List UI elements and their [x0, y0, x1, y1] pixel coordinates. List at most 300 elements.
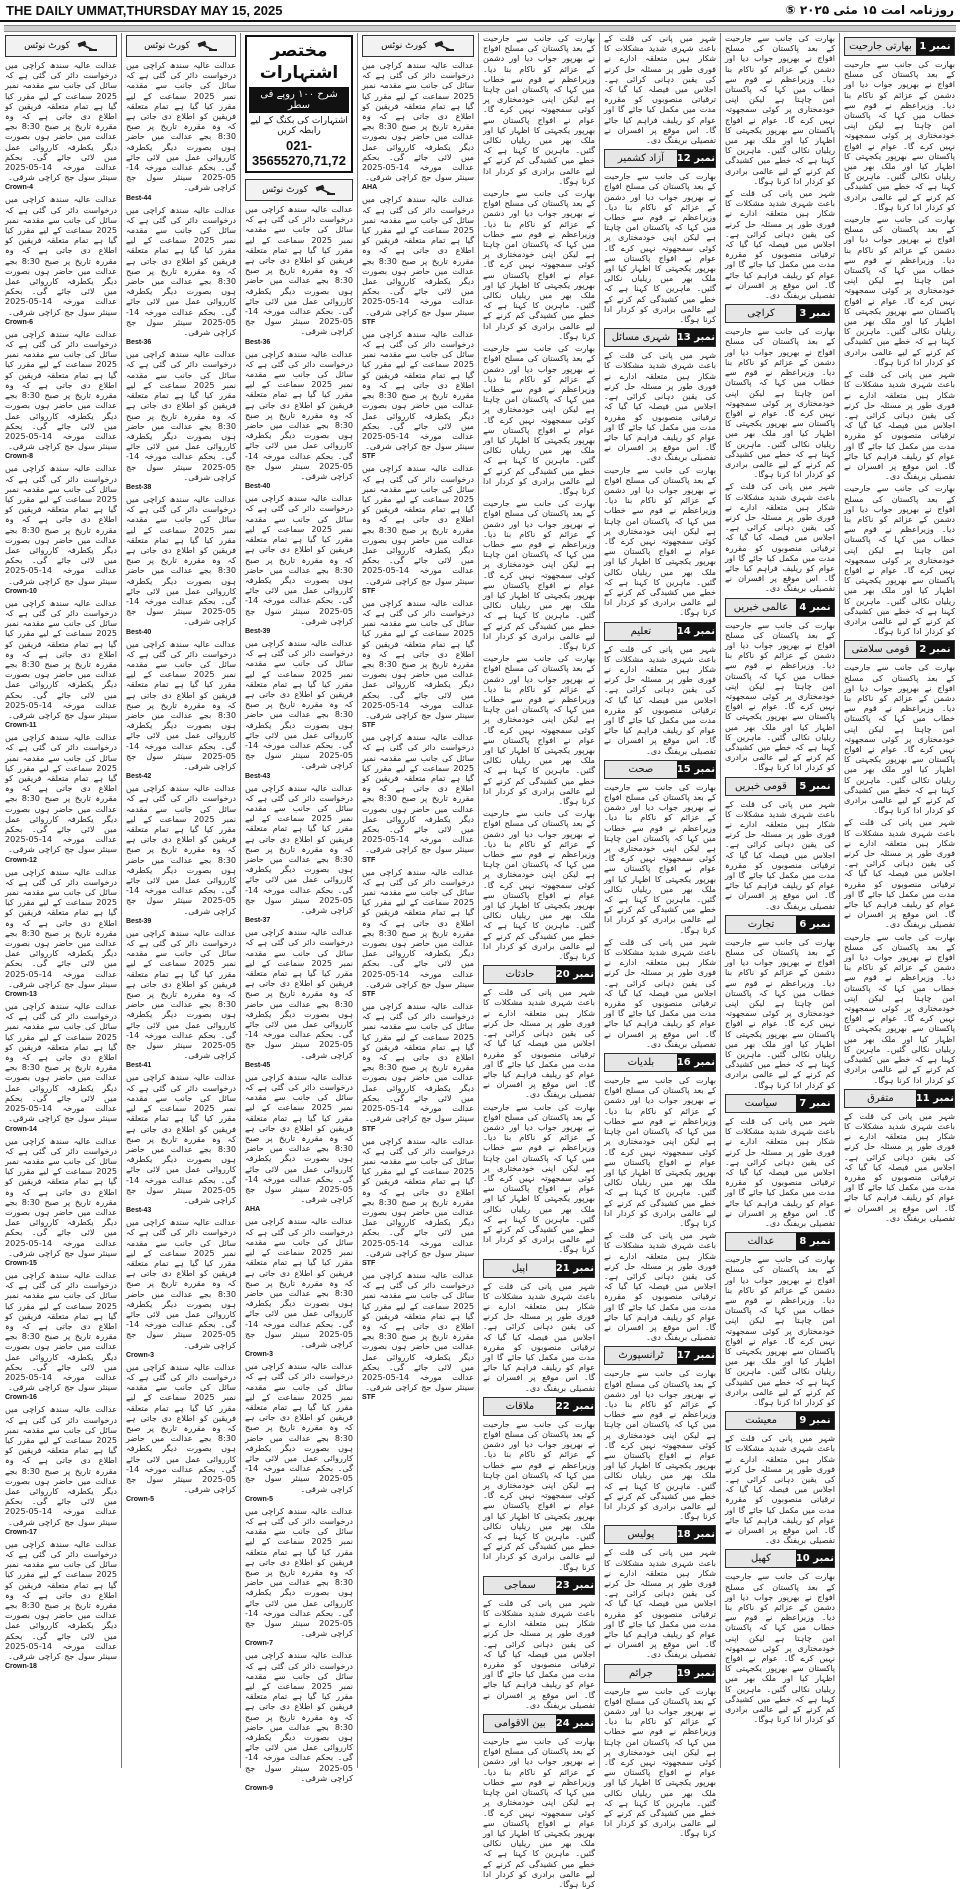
section-title: بین الاقوامی — [484, 1715, 556, 1732]
article-text — [483, 1736, 595, 1889]
section-header — [725, 1411, 835, 1430]
paragraph: عدالت عالیہ سندھ کراچی میں درخواست دائر کی گئی ہے کہ سائل کی جانب سے مقدمہ نمبر 2025 سماعت کے لیے مقرر کیا گیا ہے تمام متعلقہ فریقین کو اطلاع دی جاتی ہے کہ وہ مقررہ تاریخ پر صبح 8:30 بجے عدالت میں حاضر ہوں بصورت دیگر یکطرفہ کارروائی عمل میں لائی جائے گی۔ بحکم عدالت مورخہ 14-05-2025 سینئر سول جج کراچی شرقی۔ — [5, 866, 118, 989]
paragraph: عدالت عالیہ سندھ کراچی میں درخواست دائر کی گئی ہے کہ سائل کی جانب سے مقدمہ نمبر 2025 سماعت کے لیے مقرر کیا گیا ہے تمام متعلقہ فریقین کو اطلاع دی جاتی ہے کہ وہ مقررہ تاریخ پر صبح 8:30 بجے عدالت میں حاضر ہوں بصورت دیگر یکطرفہ کارروائی عمل میں لائی جائے گی۔ بحکم عدالت مورخہ 14-05-2025 سینئر سول جج کراچی شرقی۔ — [126, 927, 237, 1061]
article-text — [483, 1281, 595, 1393]
section-number: نمبر 2 — [916, 641, 954, 658]
paragraph: عدالت عالیہ سندھ کراچی میں درخواست دائر کی گئی ہے کہ سائل کی جانب سے مقدمہ نمبر 2025 سماعت کے لیے مقرر کیا گیا ہے تمام متعلقہ فریقین کو اطلاع دی جاتی ہے کہ وہ مقررہ تاریخ پر صبح 8:30 بجے عدالت میں حاضر ہوں بصورت دیگر یکطرفہ کارروائی عمل میں لائی جائے گی۔ بحکم عدالت مورخہ 14-05-2025 سینئر سول جج کراچی شرقی۔ — [126, 1217, 237, 1350]
article-text — [126, 60, 236, 193]
section-number: نمبر 21 — [556, 1260, 594, 1277]
section-number: نمبر 8 — [796, 1233, 834, 1250]
paragraph: عدالت عالیہ سندھ کراچی میں درخواست دائر کی گئی ہے کہ سائل کی جانب سے مقدمہ نمبر 2025 سماعت کے لیے مقرر کیا گیا ہے تمام متعلقہ فریقین کو اطلاع دی جاتی ہے کہ وہ مقررہ تاریخ پر صبح 8:30 بجے عدالت میں حاضر ہوں بصورت دیگر یکطرفہ کارروائی عمل میں لائی جائے گی۔ بحکم عدالت مورخہ 14-05-2025 سینئر سول جج کراچی شرقی۔ — [5, 1001, 118, 1124]
section-number: نمبر 19 — [677, 1665, 715, 1682]
section-number: نمبر 13 — [677, 329, 715, 346]
column-divider — [478, 33, 479, 1768]
article-text — [725, 1571, 835, 1724]
article-text — [362, 732, 474, 854]
paragraph: بھارت کی جانب سے جارحیت کے بعد پاکستان کی مسلح افواج نے بھرپور جواب دیا اور دشمن کے عزائم کو ناکام بنا دیا۔ وزیراعظم نے قوم سے خطاب میں کہا کہ پاکستان امن چاہتا ہے لیکن اپنی خودمختاری پر کوئی سمجھوتہ نہیں کرے گا۔ عوام نے افواج پاکستان سے بھرپور یکجہتی کا اظہار کیا اور ملک بھر میں ریلیاں نکالی گئیں۔ ماہرین کا کہنا ہے کہ خطے میں کشیدگی کم کرنے کے لیے عالمی برادری کو کردار ادا کرنا ہوگا۔ — [483, 1101, 595, 1255]
paragraph: عدالت عالیہ سندھ کراچی میں درخواست دائر کی گئی ہے کہ سائل کی جانب سے مقدمہ نمبر 2025 سماعت کے لیے مقرر کیا گیا ہے تمام متعلقہ فریقین کو اطلاع دی جاتی ہے کہ وہ مقررہ تاریخ پر صبح 8:30 بجے عدالت میں حاضر ہوں بصورت دیگر یکطرفہ کارروائی عمل میں لائی جائے گی۔ بحکم عدالت مورخہ 14-05-2025 سینئر سول جج کراچی شرقی۔ — [5, 194, 118, 317]
article-text — [126, 205, 236, 338]
paragraph: عدالت عالیہ سندھ کراچی میں درخواست دائر کی گئی ہے کہ سائل کی جانب سے مقدمہ نمبر 2025 سماعت کے لیے مقرر کیا گیا ہے تمام متعلقہ فریقین کو اطلاع دی جاتی ہے کہ وہ مقررہ تاریخ پر صبح 8:30 بجے عدالت میں حاضر ہوں بصورت دیگر یکطرفہ کارروائی عمل میں لائی جائے گی۔ بحکم عدالت مورخہ 14-05-2025 سینئر سول جج کراچی شرقی۔ — [245, 782, 354, 915]
section-header — [844, 640, 955, 659]
section-header — [604, 149, 716, 168]
notice-code: Crown-14 — [5, 1125, 37, 1133]
paragraph: عدالت عالیہ سندھ کراچی میں درخواست دائر کی گئی ہے کہ سائل کی جانب سے مقدمہ نمبر 2025 سماعت کے لیے مقرر کیا گیا ہے تمام متعلقہ فریقین کو اطلاع دی جاتی ہے کہ وہ مقررہ تاریخ پر صبح 8:30 بجے عدالت میں حاضر ہوں بصورت دیگر یکطرفہ کارروائی عمل میں لائی جائے گی۔ بحکم عدالت مورخہ 14-05-2025 سینئر سول جج کراچی شرقی۔ — [5, 1404, 118, 1527]
article-text — [362, 867, 474, 989]
paragraph: عدالت عالیہ سندھ کراچی میں درخواست دائر کی گئی ہے کہ سائل کی جانب سے مقدمہ نمبر 2025 سماعت کے لیے مقرر کیا گیا ہے تمام متعلقہ فریقین کو اطلاع دی جاتی ہے کہ وہ مقررہ تاریخ پر صبح 8:30 بجے عدالت میں حاضر ہوں بصورت دیگر یکطرفہ کارروائی عمل میں لائی جائے گی۔ بحکم عدالت مورخہ 14-05-2025 سینئر سول جج کراچی شرقی۔ — [245, 1650, 354, 1783]
section-title: بھارتی جارحیت — [845, 38, 916, 55]
notice-code: Crown-3 — [126, 1351, 154, 1359]
section-title: تعلیم — [605, 623, 677, 640]
section-number: نمبر 17 — [677, 1347, 715, 1364]
paragraph: عدالت عالیہ سندھ کراچی میں درخواست دائر کی گئی ہے کہ سائل کی جانب سے مقدمہ نمبر 2025 سماعت کے لیے مقرر کیا گیا ہے تمام متعلقہ فریقین کو اطلاع دی جاتی ہے کہ وہ مقررہ تاریخ پر صبح 8:30 بجے عدالت میں حاضر ہوں بصورت دیگر یکطرفہ کارروائی عمل میں لائی جائے گی۔ بحکم عدالت مورخہ 14-05-2025 سینئر سول جج کراچی شرقی۔ — [5, 328, 118, 452]
article-text — [245, 1216, 353, 1349]
notice-code: Crown-11 — [5, 722, 37, 730]
section-number: نمبر 23 — [556, 1577, 594, 1594]
article-text — [245, 204, 353, 337]
notice-code: Crown-17 — [5, 1528, 37, 1536]
masthead — [0, 0, 960, 22]
section-title: سیاست — [726, 1095, 796, 1112]
article-text — [725, 188, 835, 300]
article-text — [5, 463, 117, 585]
article-text — [5, 732, 117, 854]
article-text — [245, 1650, 353, 1783]
paragraph: شہر میں پانی کی قلت کے باعث شہری شدید مشکلات کا شکار ہیں متعلقہ ادارے نے فوری طور پر مسئلہ حل کرنے کی یقین دہانی کرائی ہے۔ اجلاس میں فیصلہ کیا گیا کہ ترقیاتی منصوبوں کو مقررہ مدت میں مکمل کیا جائے گا اور عوام کو ریلیف فراہم کیا جائے گا۔ اس موقع پر افسران نے تفصیلی بریفنگ دی۔ — [725, 188, 835, 301]
article-text — [725, 481, 835, 593]
notice-code: STF — [362, 1125, 376, 1133]
paragraph: بھارت کی جانب سے جارحیت کے بعد پاکستان کی مسلح افواج نے بھرپور جواب دیا اور دشمن کے عزائم کو ناکام بنا دیا۔ وزیراعظم نے قوم سے خطاب میں کہا کہ پاکستان امن چاہتا ہے لیکن اپنی خودمختاری پر کوئی سمجھوتہ نہیں کرے گا۔ عوام نے افواج پاکستان سے بھرپور یکجہتی کا اظہار کیا اور ملک بھر میں ریلیاں نکالی گئیں۔ ماہرین کا کہنا ہے کہ خطے میں کشیدگی کم کرنے کے لیے عالمی برادری کو کردار ادا کرنا ہوگا۔ — [604, 1685, 716, 1839]
notice-code: Best-36 — [126, 339, 152, 347]
paragraph: بھارت کی جانب سے جارحیت کے بعد پاکستان کی مسلح افواج نے بھرپور جواب دیا اور دشمن کے عزائم کو ناکام بنا دیا۔ وزیراعظم نے قوم سے خطاب میں کہا کہ پاکستان امن چاہتا ہے لیکن اپنی خودمختاری پر کوئی سمجھوتہ نہیں کرے گا۔ عوام نے افواج پاکستان سے بھرپور یکجہتی کا اظہار کیا اور ملک بھر میں ریلیاں نکالی گئیں۔ ماہرین کا کہنا ہے کہ خطے میں کشیدگی کم کرنے کے لیے عالمی برادری کو کردار ادا کرنا ہوگا۔ — [483, 343, 595, 496]
column-divider — [240, 33, 241, 1768]
section-title: صحت — [605, 761, 677, 778]
paragraph: عدالت عالیہ سندھ کراچی میں درخواست دائر کی گئی ہے کہ سائل کی جانب سے مقدمہ نمبر 2025 سماعت کے لیے مقرر کیا گیا ہے تمام متعلقہ فریقین کو اطلاع دی جاتی ہے کہ وہ مقررہ تاریخ پر صبح 8:30 بجے عدالت میں حاضر ہوں بصورت دیگر یکطرفہ کارروائی عمل میں لائی جائے گی۔ بحکم عدالت مورخہ 14-05-2025 سینئر سول جج کراچی شرقی۔ — [362, 194, 475, 317]
notice-code: Crown-7 — [245, 1640, 273, 1648]
paragraph: عدالت عالیہ سندھ کراچی میں درخواست دائر کی گئی ہے کہ سائل کی جانب سے مقدمہ نمبر 2025 سماعت کے لیے مقرر کیا گیا ہے تمام متعلقہ فریقین کو اطلاع دی جاتی ہے کہ وہ مقررہ تاریخ پر صبح 8:30 بجے عدالت میں حاضر ہوں بصورت دیگر یکطرفہ کارروائی عمل میں لائی جائے گی۔ بحکم عدالت مورخہ 14-05-2025 سینئر سول جج کراچی شرقی۔ — [5, 1538, 118, 1662]
article-text — [5, 867, 117, 989]
paragraph: شہر میں پانی کی قلت کے باعث شہری شدید مشکلات کا شکار ہیں متعلقہ ادارے نے فوری طور پر مسئلہ حل کرنے کی یقین دہانی کرائی ہے۔ اجلاس میں فیصلہ کیا گیا کہ ترقیاتی منصوبوں کو مقررہ مدت میں مکمل کیا جائے گا اور عوام کو ریلیف فراہم کیا جائے گا۔ اس موقع پر افسران نے تفصیلی بریفنگ دی۔ — [725, 1433, 835, 1546]
paragraph: عدالت عالیہ سندھ کراچی میں درخواست دائر کی گئی ہے کہ سائل کی جانب سے مقدمہ نمبر 2025 سماعت کے لیے مقرر کیا گیا ہے تمام متعلقہ فریقین کو اطلاع دی جاتی ہے کہ وہ مقررہ تاریخ پر صبح 8:30 بجے عدالت میں حاضر ہوں بصورت دیگر یکطرفہ کارروائی عمل میں لائی جائے گی۔ بحکم عدالت مورخہ 14-05-2025 سینئر سول جج کراچی شرقی۔ — [245, 1216, 354, 1349]
article-text — [362, 1136, 474, 1258]
article-text — [126, 494, 236, 627]
court-notices-column-3 — [359, 33, 477, 1768]
court-notices-column-2 — [123, 33, 239, 1768]
article-text — [725, 33, 835, 186]
section-title: شہری مسائل — [605, 329, 677, 346]
article-text — [5, 194, 117, 316]
classified-column — [242, 33, 356, 1793]
paragraph: عدالت عالیہ سندھ کراچی میں درخواست دائر کی گئی ہے کہ سائل کی جانب سے مقدمہ نمبر 2025 سماعت کے لیے مقرر کیا گیا ہے تمام متعلقہ فریقین کو اطلاع دی جاتی ہے کہ وہ مقررہ تاریخ پر صبح 8:30 بجے عدالت میں حاضر ہوں بصورت دیگر یکطرفہ کارروائی عمل میں لائی جائے گی۔ بحکم عدالت مورخہ 14-05-2025 سینئر سول جج کراچی شرقی۔ — [245, 204, 354, 337]
section-title: بلدیات — [605, 1054, 677, 1071]
paragraph: عدالت عالیہ سندھ کراچی میں درخواست دائر کی گئی ہے کہ سائل کی جانب سے مقدمہ نمبر 2025 سماعت کے لیے مقرر کیا گیا ہے تمام متعلقہ فریقین کو اطلاع دی جاتی ہے کہ وہ مقررہ تاریخ پر صبح 8:30 بجے عدالت میں حاضر ہوں بصورت دیگر یکطرفہ کارروائی عمل میں لائی جائے گی۔ بحکم عدالت مورخہ 14-05-2025 سینئر سول جج کراچی شرقی۔ — [245, 1071, 354, 1205]
notice-code: STF — [362, 991, 376, 999]
article-text — [245, 783, 353, 916]
classified-ad-phone: 021-35655270,71,72 — [252, 138, 346, 168]
article-text — [126, 349, 236, 482]
classified-notices — [245, 179, 353, 1792]
paragraph: عدالت عالیہ سندھ کراچی میں درخواست دائر کی گئی ہے کہ سائل کی جانب سے مقدمہ نمبر 2025 سماعت کے لیے مقرر کیا گیا ہے تمام متعلقہ فریقین کو اطلاع دی جاتی ہے کہ وہ مقررہ تاریخ پر صبح 8:30 بجے عدالت میں حاضر ہوں بصورت دیگر یکطرفہ کارروائی عمل میں لائی جائے گی۔ بحکم عدالت مورخہ 14-05-2025 سینئر سول جج کراچی شرقی۔ — [245, 493, 354, 626]
court-notice-label: کورٹ نوٹس — [24, 41, 70, 51]
paragraph: بھارت کی جانب سے جارحیت کے بعد پاکستان کی مسلح افواج نے بھرپور جواب دیا اور دشمن کے عزائم کو ناکام بنا دیا۔ وزیراعظم نے قوم سے خطاب میں کہا کہ پاکستان امن چاہتا ہے لیکن اپنی خودمختاری پر کوئی سمجھوتہ نہیں کرے گا۔ عوام نے افواج پاکستان سے بھرپور یکجہتی کا اظہار کیا اور ملک بھر میں ریلیاں نکالی گئیں۔ ماہرین کا کہنا ہے کہ خطے میں کشیدگی کم کرنے کے لیے عالمی برادری کو کردار ادا کرنا ہوگا۔ — [844, 483, 955, 637]
article-text — [725, 937, 835, 1090]
paragraph: عدالت عالیہ سندھ کراچی میں درخواست دائر کی گئی ہے کہ سائل کی جانب سے مقدمہ نمبر 2025 سماعت کے لیے مقرر کیا گیا ہے تمام متعلقہ فریقین کو اطلاع دی جاتی ہے کہ وہ مقررہ تاریخ پر صبح 8:30 بجے عدالت میں حاضر ہوں بصورت دیگر یکطرفہ کارروائی عمل میں لائی جائے گی۔ بحکم عدالت مورخہ 14-05-2025 سینئر سول جج کراچی شرقی۔ — [362, 1135, 475, 1258]
paragraph: بھارت کی جانب سے جارحیت کے بعد پاکستان کی مسلح افواج نے بھرپور جواب دیا اور دشمن کے عزائم کو ناکام بنا دیا۔ وزیراعظم نے قوم سے خطاب میں کہا کہ پاکستان امن چاہتا ہے لیکن اپنی خودمختاری پر کوئی سمجھوتہ نہیں کرے گا۔ عوام نے افواج پاکستان سے بھرپور یکجہتی کا اظہار کیا اور ملک بھر میں ریلیاں نکالی گئیں۔ ماہرین کا کہنا ہے کہ خطے میں کشیدگی کم کرنے کے لیے عالمی برادری کو کردار ادا کرنا ہوگا۔ — [844, 59, 955, 212]
paragraph: بھارت کی جانب سے جارحیت کے بعد پاکستان کی مسلح افواج نے بھرپور جواب دیا اور دشمن کے عزائم کو ناکام بنا دیا۔ وزیراعظم نے قوم سے خطاب میں کہا کہ پاکستان امن چاہتا ہے لیکن اپنی خودمختاری پر کوئی سمجھوتہ نہیں کرے گا۔ عوام نے افواج پاکستان سے بھرپور یکجہتی کا اظہار کیا اور ملک بھر میں ریلیاں نکالی گئیں۔ ماہرین کا کہنا ہے کہ خطے میں کشیدگی کم کرنے کے لیے عالمی برادری کو کردار ادا کرنا ہوگا۔ — [604, 464, 716, 618]
paragraph: بھارت کی جانب سے جارحیت کے بعد پاکستان کی مسلح افواج نے بھرپور جواب دیا اور دشمن کے عزائم کو ناکام بنا دیا۔ وزیراعظم نے قوم سے خطاب میں کہا کہ پاکستان امن چاہتا ہے لیکن اپنی خودمختاری پر کوئی سمجھوتہ نہیں کرے گا۔ عوام نے افواج پاکستان سے بھرپور یکجہتی کا اظہار کیا اور ملک بھر میں ریلیاں نکالی گئیں۔ ماہرین کا کہنا ہے کہ خطے میں کشیدگی کم کرنے کے لیے عالمی برادری کو کردار ادا کرنا ہوگا۔ — [604, 781, 716, 935]
masthead-rule — [4, 25, 956, 32]
article-text — [362, 598, 474, 720]
paragraph: بھارت کی جانب سے جارحیت کے بعد پاکستان کی مسلح افواج نے بھرپور جواب دیا اور دشمن کے عزائم کو ناکام بنا دیا۔ وزیراعظم نے قوم سے خطاب میں کہا کہ پاکستان امن چاہتا ہے لیکن اپنی خودمختاری پر کوئی سمجھوتہ نہیں کرے گا۔ عوام نے افواج پاکستان سے بھرپور یکجہتی کا اظہار کیا اور ملک بھر میں ریلیاں نکالی گئیں۔ ماہرین کا کہنا ہے کہ خطے میں کشیدگی کم کرنے کے لیے عالمی برادری کو کردار ادا کرنا ہوگا۔ — [483, 808, 595, 962]
notice-code: Crown-5 — [126, 1496, 154, 1504]
article-text — [483, 1419, 595, 1572]
article-text — [483, 498, 595, 651]
paragraph: بھارت کی جانب سے جارحیت کے بعد پاکستان کی مسلح افواج نے بھرپور جواب دیا اور دشمن کے عزائم کو ناکام بنا دیا۔ وزیراعظم نے قوم سے خطاب میں کہا کہ پاکستان امن چاہتا ہے لیکن اپنی خودمختاری پر کوئی سمجھوتہ نہیں کرے گا۔ عوام نے افواج پاکستان سے بھرپور یکجہتی کا اظہار کیا اور ملک بھر میں ریلیاں نکالی گئیں۔ ماہرین کا کہنا ہے کہ خطے میں کشیدگی کم کرنے کے لیے عالمی برادری کو کردار ادا کرنا ہوگا۔ — [483, 498, 595, 651]
notice-code: Crown-15 — [5, 1259, 37, 1267]
notice-code: STF — [362, 1394, 376, 1402]
gavel-icon — [196, 40, 218, 52]
paragraph: شہر میں پانی کی قلت کے باعث شہری شدید مشکلات کا شکار ہیں متعلقہ ادارے نے فوری طور پر مسئلہ حل کرنے کی یقین دہانی کرائی ہے۔ اجلاس میں فیصلہ کیا گیا کہ ترقیاتی منصوبوں کو مقررہ مدت میں مکمل کیا جائے گا اور عوام کو ریلیف فراہم کیا جائے گا۔ اس موقع پر افسران نے تفصیلی بریفنگ دی۔ — [483, 987, 595, 1100]
section-header — [725, 1094, 835, 1113]
section-title: آزاد کشمیر — [605, 150, 677, 167]
article-text — [483, 653, 595, 806]
section-title: حادثات — [484, 966, 556, 983]
paragraph: شہر میں پانی کی قلت کے باعث شہری شدید مشکلات کا شکار ہیں متعلقہ ادارے نے فوری طور پر مسئلہ حل کرنے کی یقین دہانی کرائی ہے۔ اجلاس میں فیصلہ کیا گیا کہ ترقیاتی منصوبوں کو مقررہ مدت میں مکمل کیا جائے گا اور عوام کو ریلیف فراہم کیا جائے گا۔ اس موقع پر افسران نے تفصیلی بریفنگ دی۔ — [725, 798, 835, 911]
article-text — [126, 928, 236, 1061]
paragraph: شہر میں پانی کی قلت کے باعث شہری شدید مشکلات کا شکار ہیں متعلقہ ادارے نے فوری طور پر مسئلہ حل کرنے کی یقین دہانی کرائی ہے۔ اجلاس میں فیصلہ کیا گیا کہ ترقیاتی منصوبوں کو مقررہ مدت میں مکمل کیا جائے گا اور عوام کو ریلیف فراہم کیا جائے گا۔ اس موقع پر افسران نے تفصیلی بریفنگ دی۔ — [844, 369, 955, 482]
article-text — [604, 350, 716, 462]
notice-code: Crown-4 — [5, 184, 33, 192]
article-text — [844, 214, 955, 367]
section-number: نمبر 10 — [796, 1550, 834, 1567]
article-text — [245, 1506, 353, 1639]
article-text — [604, 171, 716, 324]
article-text — [126, 783, 236, 916]
article-text — [844, 662, 955, 815]
article-text — [245, 1072, 353, 1205]
paragraph: بھارت کی جانب سے جارحیت کے بعد پاکستان کی مسلح افواج نے بھرپور جواب دیا اور دشمن کے عزائم کو ناکام بنا دیا۔ وزیراعظم نے قوم سے خطاب میں کہا کہ پاکستان امن چاہتا ہے لیکن اپنی خودمختاری پر کوئی سمجھوتہ نہیں کرے گا۔ عوام نے افواج پاکستان سے بھرپور یکجہتی کا اظہار کیا اور ملک بھر میں ریلیاں نکالی گئیں۔ ماہرین کا کہنا ہے کہ خطے میں کشیدگی کم کرنے کے لیے عالمی برادری کو کردار ادا کرنا ہوگا۔ — [725, 1254, 835, 1407]
section-title: کراچی — [726, 305, 796, 322]
paragraph: شہر میں پانی کی قلت کے باعث شہری شدید مشکلات کا شکار ہیں متعلقہ ادارے نے فوری طور پر مسئلہ حل کرنے کی یقین دہانی کرائی ہے۔ اجلاس میں فیصلہ کیا گیا کہ ترقیاتی منصوبوں کو مقررہ مدت میں مکمل کیا جائے گا اور عوام کو ریلیف فراہم کیا جائے گا۔ اس موقع پر افسران نے تفصیلی بریفنگ دی۔ — [604, 33, 716, 146]
column-divider — [720, 33, 721, 1768]
paragraph: عدالت عالیہ سندھ کراچی میں درخواست دائر کی گئی ہے کہ سائل کی جانب سے مقدمہ نمبر 2025 سماعت کے لیے مقرر کیا گیا ہے تمام متعلقہ فریقین کو اطلاع دی جاتی ہے کہ وہ مقررہ تاریخ پر صبح 8:30 بجے عدالت میں حاضر ہوں بصورت دیگر یکطرفہ کارروائی عمل میں لائی جائے گی۔ بحکم عدالت مورخہ 14-05-2025 سینئر سول جج کراچی شرقی۔ — [362, 597, 475, 720]
section-number: نمبر 3 — [796, 305, 834, 322]
article-text — [725, 799, 835, 911]
article-text — [245, 349, 353, 482]
notice-code: Crown-6 — [5, 318, 33, 326]
court-notice-header — [362, 35, 474, 57]
section-title: معیشت — [726, 1412, 796, 1429]
article-text — [245, 927, 353, 1060]
article-text — [844, 932, 955, 1085]
section-number: نمبر 1 — [916, 38, 954, 55]
paragraph: شہر میں پانی کی قلت کے باعث شہری شدید مشکلات کا شکار ہیں متعلقہ ادارے نے فوری طور پر مسئلہ حل کرنے کی یقین دہانی کرائی ہے۔ اجلاس میں فیصلہ کیا گیا کہ ترقیاتی منصوبوں کو مقررہ مدت میں مکمل کیا جائے گا اور عوام کو ریلیف فراہم کیا جائے گا۔ اس موقع پر افسران نے تفصیلی بریفنگ دی۔ — [725, 1115, 835, 1228]
column-divider — [357, 33, 358, 1768]
article-text — [725, 620, 835, 773]
article-text — [483, 987, 595, 1099]
notice-code: STF — [362, 453, 376, 461]
paragraph: عدالت عالیہ سندھ کراچی میں درخواست دائر کی گئی ہے کہ سائل کی جانب سے مقدمہ نمبر 2025 سماعت کے لیے مقرر کیا گیا ہے تمام متعلقہ فریقین کو اطلاع دی جاتی ہے کہ وہ مقررہ تاریخ پر صبح 8:30 بجے عدالت میں حاضر ہوں بصورت دیگر یکطرفہ کارروائی عمل میں لائی جائے گی۔ بحکم عدالت مورخہ 14-05-2025 سینئر سول جج کراچی شرقی۔ — [5, 60, 118, 183]
article-text — [362, 329, 474, 451]
paragraph: عدالت عالیہ سندھ کراچی میں درخواست دائر کی گئی ہے کہ سائل کی جانب سے مقدمہ نمبر 2025 سماعت کے لیے مقرر کیا گیا ہے تمام متعلقہ فریقین کو اطلاع دی جاتی ہے کہ وہ مقررہ تاریخ پر صبح 8:30 بجے عدالت میں حاضر ہوں بصورت دیگر یکطرفہ کارروائی عمل میں لائی جائے گی۔ بحکم عدالت مورخہ 14-05-2025 سینئر سول جج کراچی شرقی۔ — [245, 348, 354, 482]
section-title: ٹرانسپورٹ — [605, 1347, 677, 1364]
article-text — [5, 60, 117, 182]
paragraph: عدالت عالیہ سندھ کراچی میں درخواست دائر کی گئی ہے کہ سائل کی جانب سے مقدمہ نمبر 2025 سماعت کے لیے مقرر کیا گیا ہے تمام متعلقہ فریقین کو اطلاع دی جاتی ہے کہ وہ مقررہ تاریخ پر صبح 8:30 بجے عدالت میں حاضر ہوں بصورت دیگر یکطرفہ کارروائی عمل میں لائی جائے گی۔ بحکم عدالت مورخہ 14-05-2025 سینئر سول جج کراچی شرقی۔ — [5, 1135, 118, 1258]
paragraph: عدالت عالیہ سندھ کراچی میں درخواست دائر کی گئی ہے کہ سائل کی جانب سے مقدمہ نمبر 2025 سماعت کے لیے مقرر کیا گیا ہے تمام متعلقہ فریقین کو اطلاع دی جاتی ہے کہ وہ مقررہ تاریخ پر صبح 8:30 بجے عدالت میں حاضر ہوں بصورت دیگر یکطرفہ کارروائی عمل میں لائی جائے گی۔ بحکم عدالت مورخہ 14-05-2025 سینئر سول جج کراچی شرقی۔ — [245, 637, 354, 771]
paragraph: عدالت عالیہ سندھ کراچی میں درخواست دائر کی گئی ہے کہ سائل کی جانب سے مقدمہ نمبر 2025 سماعت کے لیے مقرر کیا گیا ہے تمام متعلقہ فریقین کو اطلاع دی جاتی ہے کہ وہ مقررہ تاریخ پر صبح 8:30 بجے عدالت میں حاضر ہوں بصورت دیگر یکطرفہ کارروائی عمل میں لائی جائے گی۔ بحکم عدالت مورخہ 14-05-2025 سینئر سول جج کراچی شرقی۔ — [5, 1269, 118, 1393]
section-number: نمبر 6 — [796, 916, 834, 933]
paragraph: عدالت عالیہ سندھ کراچی میں درخواست دائر کی گئی ہے کہ سائل کی جانب سے مقدمہ نمبر 2025 سماعت کے لیے مقرر کیا گیا ہے تمام متعلقہ فریقین کو اطلاع دی جاتی ہے کہ وہ مقررہ تاریخ پر صبح 8:30 بجے عدالت میں حاضر ہوں بصورت دیگر یکطرفہ کارروائی عمل میں لائی جائے گی۔ بحکم عدالت مورخہ 14-05-2025 سینئر سول جج کراچی شرقی۔ — [126, 638, 237, 771]
section-number: نمبر 5 — [796, 778, 834, 795]
section-header — [725, 1549, 835, 1568]
paragraph: شہر میں پانی کی قلت کے باعث شہری شدید مشکلات کا شکار ہیں متعلقہ ادارے نے فوری طور پر مسئلہ حل کرنے کی یقین دہانی کرائی ہے۔ اجلاس میں فیصلہ کیا گیا کہ ترقیاتی منصوبوں کو مقررہ مدت میں مکمل کیا جائے گا اور عوام کو ریلیف فراہم کیا جائے گا۔ اس موقع پر افسران نے تفصیلی بریفنگ دی۔ — [725, 481, 835, 594]
notice-code: Best-39 — [245, 627, 271, 635]
paragraph: بھارت کی جانب سے جارحیت کے بعد پاکستان کی مسلح افواج نے بھرپور جواب دیا اور دشمن کے عزائم کو ناکام بنا دیا۔ وزیراعظم نے قوم سے خطاب میں کہا کہ پاکستان امن چاہتا ہے لیکن اپنی خودمختاری پر کوئی سمجھوتہ نہیں کرے گا۔ عوام نے افواج پاکستان سے بھرپور یکجہتی کا اظہار کیا اور ملک بھر میں ریلیاں نکالی گئیں۔ ماہرین کا کہنا ہے کہ خطے میں کشیدگی کم کرنے کے لیے عالمی برادری کو کردار ادا کرنا ہوگا۔ — [725, 619, 835, 773]
article-text — [362, 1270, 474, 1392]
section-title: سماجی — [484, 1577, 556, 1594]
paragraph: عدالت عالیہ سندھ کراچی میں درخواست دائر کی گئی ہے کہ سائل کی جانب سے مقدمہ نمبر 2025 سماعت کے لیے مقرر کیا گیا ہے تمام متعلقہ فریقین کو اطلاع دی جاتی ہے کہ وہ مقررہ تاریخ پر صبح 8:30 بجے عدالت میں حاضر ہوں بصورت دیگر یکطرفہ کارروائی عمل میں لائی جائے گی۔ بحکم عدالت مورخہ 14-05-2025 سینئر سول جج کراچی شرقی۔ — [126, 1072, 237, 1205]
paragraph: بھارت کی جانب سے جارحیت کے بعد پاکستان کی مسلح افواج نے بھرپور جواب دیا اور دشمن کے عزائم کو ناکام بنا دیا۔ وزیراعظم نے قوم سے خطاب میں کہا کہ پاکستان امن چاہتا ہے لیکن اپنی خودمختاری پر کوئی سمجھوتہ نہیں کرے گا۔ عوام نے افواج پاکستان سے بھرپور یکجہتی کا اظہار کیا اور ملک بھر میں ریلیاں نکالی گئیں۔ ماہرین کا کہنا ہے کہ خطے میں کشیدگی کم کرنے کے لیے عالمی برادری کو کردار ادا کرنا ہوگا۔ — [725, 33, 835, 186]
paragraph: عدالت عالیہ سندھ کراچی میں درخواست دائر کی گئی ہے کہ سائل کی جانب سے مقدمہ نمبر 2025 سماعت کے لیے مقرر کیا گیا ہے تمام متعلقہ فریقین کو اطلاع دی جاتی ہے کہ وہ مقررہ تاریخ پر صبح 8:30 بجے عدالت میں حاضر ہوں بصورت دیگر یکطرفہ کارروائی عمل میں لائی جائے گی۔ بحکم عدالت مورخہ 14-05-2025 سینئر سول جج کراچی شرقی۔ — [362, 328, 475, 452]
article-text — [844, 483, 955, 636]
paragraph: بھارت کی جانب سے جارحیت کے بعد پاکستان کی مسلح افواج نے بھرپور جواب دیا اور دشمن کے عزائم کو ناکام بنا دیا۔ وزیراعظم نے قوم سے خطاب میں کہا کہ پاکستان امن چاہتا ہے لیکن اپنی خودمختاری پر کوئی سمجھوتہ نہیں کرے گا۔ عوام نے افواج پاکستان سے بھرپور یکجہتی کا اظہار کیا اور ملک بھر میں ریلیاں نکالی گئیں۔ ماہرین کا کہنا ہے کہ خطے میں کشیدگی کم کرنے کے لیے عالمی برادری کو کردار ادا کرنا ہوگا۔ — [844, 214, 955, 367]
article-text — [126, 1217, 236, 1350]
paragraph: عدالت عالیہ سندھ کراچی میں درخواست دائر کی گئی ہے کہ سائل کی جانب سے مقدمہ نمبر 2025 سماعت کے لیے مقرر کیا گیا ہے تمام متعلقہ فریقین کو اطلاع دی جاتی ہے کہ وہ مقررہ تاریخ پر صبح 8:30 بجے عدالت میں حاضر ہوں بصورت دیگر یکطرفہ کارروائی عمل میں لائی جائے گی۔ بحکم عدالت مورخہ 14-05-2025 سینئر سول جج کراچی شرقی۔ — [126, 204, 237, 338]
section-header — [604, 760, 716, 779]
section-title: متفرق — [845, 1090, 916, 1107]
classified-ad-title: مختصر اشتہارات — [259, 41, 339, 83]
notice-code: Best-36 — [245, 338, 271, 346]
notice-code: Best-41 — [126, 1062, 152, 1070]
article-text — [844, 1111, 955, 1223]
article-text — [725, 1254, 835, 1407]
article-text — [483, 188, 595, 341]
notice-code: AHA — [245, 1206, 261, 1214]
paragraph: بھارت کی جانب سے جارحیت کے بعد پاکستان کی مسلح افواج نے بھرپور جواب دیا اور دشمن کے عزائم کو ناکام بنا دیا۔ وزیراعظم نے قوم سے خطاب میں کہا کہ پاکستان امن چاہتا ہے لیکن اپنی خودمختاری پر کوئی سمجھوتہ نہیں کرے گا۔ عوام نے افواج پاکستان سے بھرپور یکجہتی کا اظہار کیا اور ملک بھر میں ریلیاں نکالی گئیں۔ ماہرین کا کہنا ہے کہ خطے میں کشیدگی کم کرنے کے لیے عالمی برادری کو کردار ادا کرنا ہوگا۔ — [483, 1736, 595, 1889]
paragraph: شہر میں پانی کی قلت کے باعث شہری شدید مشکلات کا شکار ہیں متعلقہ ادارے نے فوری طور پر مسئلہ حل کرنے کی یقین دہانی کرائی ہے۔ اجلاس میں فیصلہ کیا گیا کہ ترقیاتی منصوبوں کو مقررہ مدت میں مکمل کیا جائے گا اور عوام کو ریلیف فراہم کیا جائے گا۔ اس موقع پر افسران نے تفصیلی بریفنگ دی۔ — [604, 1547, 716, 1660]
paragraph: بھارت کی جانب سے جارحیت کے بعد پاکستان کی مسلح افواج نے بھرپور جواب دیا اور دشمن کے عزائم کو ناکام بنا دیا۔ وزیراعظم نے قوم سے خطاب میں کہا کہ پاکستان امن چاہتا ہے لیکن اپنی خودمختاری پر کوئی سمجھوتہ نہیں کرے گا۔ عوام نے افواج پاکستان سے بھرپور یکجہتی کا اظہار کیا اور ملک بھر میں ریلیاں نکالی گئیں۔ ماہرین کا کہنا ہے کہ خطے میں کشیدگی کم کرنے کے لیے عالمی برادری کو کردار ادا کرنا ہوگا۔ — [604, 1075, 716, 1228]
paragraph: بھارت کی جانب سے جارحیت کے بعد پاکستان کی مسلح افواج نے بھرپور جواب دیا اور دشمن کے عزائم کو ناکام بنا دیا۔ وزیراعظم نے قوم سے خطاب میں کہا کہ پاکستان امن چاہتا ہے لیکن اپنی خودمختاری پر کوئی سمجھوتہ نہیں کرے گا۔ عوام نے افواج پاکستان سے بھرپور یکجہتی کا اظہار کیا اور ملک بھر میں ریلیاں نکالی گئیں۔ ماہرین کا کہنا ہے کہ خطے میں کشیدگی کم کرنے کے لیے عالمی برادری کو کردار ادا کرنا ہوگا۔ — [844, 662, 955, 816]
paragraph: عدالت عالیہ سندھ کراچی میں درخواست دائر کی گئی ہے کہ سائل کی جانب سے مقدمہ نمبر 2025 سماعت کے لیے مقرر کیا گیا ہے تمام متعلقہ فریقین کو اطلاع دی جاتی ہے کہ وہ مقررہ تاریخ پر صبح 8:30 بجے عدالت میں حاضر ہوں بصورت دیگر یکطرفہ کارروائی عمل میں لائی جائے گی۔ بحکم عدالت مورخہ 14-05-2025 سینئر سول جج کراچی شرقی۔ — [362, 732, 475, 855]
notice-code: Crown-5 — [245, 1495, 273, 1503]
court-notice-label: کورٹ نوٹس — [262, 185, 308, 195]
paragraph: عدالت عالیہ سندھ کراچی میں درخواست دائر کی گئی ہے کہ سائل کی جانب سے مقدمہ نمبر 2025 سماعت کے لیے مقرر کیا گیا ہے تمام متعلقہ فریقین کو اطلاع دی جاتی ہے کہ وہ مقررہ تاریخ پر صبح 8:30 بجے عدالت میں حاضر ہوں بصورت دیگر یکطرفہ کارروائی عمل میں لائی جائے گی۔ بحکم عدالت مورخہ 14-05-2025 سینئر سول جج کراچی شرقی۔ — [5, 597, 118, 720]
paragraph: شہر میں پانی کی قلت کے باعث شہری شدید مشکلات کا شکار ہیں متعلقہ ادارے نے فوری طور پر مسئلہ حل کرنے کی یقین دہانی کرائی ہے۔ اجلاس میں فیصلہ کیا گیا کہ ترقیاتی منصوبوں کو مقررہ مدت میں مکمل کیا جائے گا اور عوام کو ریلیف فراہم کیا جائے گا۔ اس موقع پر افسران نے تفصیلی بریفنگ دی۔ — [604, 936, 716, 1049]
masthead-english: THE DAILY UMMAT,THURSDAY MAY 15, 2025 — [6, 2, 283, 18]
section-header — [725, 915, 835, 934]
court-notice-label: کورٹ نوٹس — [381, 41, 427, 51]
notice-code: Crown-12 — [5, 856, 37, 864]
news-column-1 — [480, 33, 598, 1889]
section-title: جرائم — [605, 1665, 677, 1682]
article-text — [126, 1072, 236, 1205]
section-number: نمبر 20 — [556, 966, 594, 983]
article-text — [604, 644, 716, 756]
court-notice-label: کورٹ نوٹس — [144, 41, 190, 51]
article-text — [5, 1001, 117, 1123]
paragraph: بھارت کی جانب سے جارحیت کے بعد پاکستان کی مسلح افواج نے بھرپور جواب دیا اور دشمن کے عزائم کو ناکام بنا دیا۔ وزیراعظم نے قوم سے خطاب میں کہا کہ پاکستان امن چاہتا ہے لیکن اپنی خودمختاری پر کوئی سمجھوتہ نہیں کرے گا۔ عوام نے افواج پاکستان سے بھرپور یکجہتی کا اظہار کیا اور ملک بھر میں ریلیاں نکالی گئیں۔ ماہرین کا کہنا ہے کہ خطے میں کشیدگی کم کرنے کے لیے عالمی برادری کو کردار ادا کرنا ہوگا۔ — [725, 936, 835, 1090]
gavel-icon — [76, 40, 98, 52]
section-header — [483, 1397, 595, 1416]
section-title: پولیس — [605, 1526, 677, 1543]
paragraph: شہر میں پانی کی قلت کے باعث شہری شدید مشکلات کا شکار ہیں متعلقہ ادارے نے فوری طور پر مسئلہ حل کرنے کی یقین دہانی کرائی ہے۔ اجلاس میں فیصلہ کیا گیا کہ ترقیاتی منصوبوں کو مقررہ مدت میں مکمل کیا جائے گا اور عوام کو ریلیف فراہم کیا جائے گا۔ اس موقع پر افسران نے تفصیلی بریفنگ دی۔ — [604, 350, 716, 463]
section-header — [483, 965, 595, 984]
section-title: قومی خبریں — [726, 778, 796, 795]
notice-code: Best-44 — [126, 194, 152, 202]
notice-code: Best-42 — [126, 773, 152, 781]
court-notices-column-1 — [2, 33, 120, 1768]
notice-code: Crown-18 — [5, 1663, 37, 1671]
article-text — [844, 369, 955, 481]
article-text — [245, 493, 353, 626]
paragraph: بھارت کی جانب سے جارحیت کے بعد پاکستان کی مسلح افواج نے بھرپور جواب دیا اور دشمن کے عزائم کو ناکام بنا دیا۔ وزیراعظم نے قوم سے خطاب میں کہا کہ پاکستان امن چاہتا ہے لیکن اپنی خودمختاری پر کوئی سمجھوتہ نہیں کرے گا۔ عوام نے افواج پاکستان سے بھرپور یکجہتی کا اظہار کیا اور ملک بھر میں ریلیاں نکالی گئیں۔ ماہرین کا کہنا ہے کہ خطے میں کشیدگی کم کرنے کے لیے عالمی برادری کو کردار ادا کرنا ہوگا۔ — [483, 1418, 595, 1572]
paragraph: بھارت کی جانب سے جارحیت کے بعد پاکستان کی مسلح افواج نے بھرپور جواب دیا اور دشمن کے عزائم کو ناکام بنا دیا۔ وزیراعظم نے قوم سے خطاب میں کہا کہ پاکستان امن چاہتا ہے لیکن اپنی خودمختاری پر کوئی سمجھوتہ نہیں کرے گا۔ عوام نے افواج پاکستان سے بھرپور یکجہتی کا اظہار کیا اور ملک بھر میں ریلیاں نکالی گئیں۔ ماہرین کا کہنا ہے کہ خطے میں کشیدگی کم کرنے کے لیے عالمی برادری کو کردار ادا کرنا ہوگا۔ — [483, 653, 595, 807]
section-number: نمبر 4 — [796, 599, 834, 616]
section-header — [844, 1089, 955, 1108]
section-number: نمبر 12 — [677, 150, 715, 167]
section-title: اپیل — [484, 1260, 556, 1277]
article-text — [5, 1539, 117, 1661]
paragraph: بھارت کی جانب سے جارحیت کے بعد پاکستان کی مسلح افواج نے بھرپور جواب دیا اور دشمن کے عزائم کو ناکام بنا دیا۔ وزیراعظم نے قوم سے خطاب میں کہا کہ پاکستان امن چاہتا ہے لیکن اپنی خودمختاری پر کوئی سمجھوتہ نہیں کرے گا۔ عوام نے افواج پاکستان سے بھرپور یکجہتی کا اظہار کیا اور ملک بھر میں ریلیاں نکالی گئیں۔ ماہرین کا کہنا ہے کہ خطے میں کشیدگی کم کرنے کے لیے عالمی برادری کو کردار ادا کرنا ہوگا۔ — [725, 326, 835, 480]
article-text — [245, 1361, 353, 1494]
paragraph: بھارت کی جانب سے جارحیت کے بعد پاکستان کی مسلح افواج نے بھرپور جواب دیا اور دشمن کے عزائم کو ناکام بنا دیا۔ وزیراعظم نے قوم سے خطاب میں کہا کہ پاکستان امن چاہتا ہے لیکن اپنی خودمختاری پر کوئی سمجھوتہ نہیں کرے گا۔ عوام نے افواج پاکستان سے بھرپور یکجہتی کا اظہار کیا اور ملک بھر میں ریلیاں نکالی گئیں۔ ماہرین کا کہنا ہے کہ خطے میں کشیدگی کم کرنے کے لیے عالمی برادری کو کردار ادا کرنا ہوگا۔ — [483, 188, 595, 341]
section-number: نمبر 15 — [677, 761, 715, 778]
section-header — [844, 37, 955, 56]
court-notice-header — [126, 35, 236, 57]
paragraph: بھارت کی جانب سے جارحیت کے بعد پاکستان کی مسلح افواج نے بھرپور جواب دیا اور دشمن کے عزائم کو ناکام بنا دیا۔ وزیراعظم نے قوم سے خطاب میں کہا کہ پاکستان امن چاہتا ہے لیکن اپنی خودمختاری پر کوئی سمجھوتہ نہیں کرے گا۔ عوام نے افواج پاکستان سے بھرپور یکجہتی کا اظہار کیا اور ملک بھر میں ریلیاں نکالی گئیں۔ ماہرین کا کہنا ہے کہ خطے میں کشیدگی کم کرنے کے لیے عالمی برادری کو کردار ادا کرنا ہوگا۔ — [483, 33, 595, 186]
article-text — [604, 1230, 716, 1342]
section-header — [725, 304, 835, 323]
column-divider — [599, 33, 600, 1768]
section-header — [604, 1346, 716, 1365]
news-column-3 — [722, 33, 838, 1768]
paragraph: شہر میں پانی کی قلت کے باعث شہری شدید مشکلات کا شکار ہیں متعلقہ ادارے نے فوری طور پر مسئلہ حل کرنے کی یقین دہانی کرائی ہے۔ اجلاس میں فیصلہ کیا گیا کہ ترقیاتی منصوبوں کو مقررہ مدت میں مکمل کیا جائے گا اور عوام کو ریلیف فراہم کیا جائے گا۔ اس موقع پر افسران نے تفصیلی بریفنگ دی۔ — [604, 643, 716, 756]
notice-code: Crown-13 — [5, 991, 37, 999]
gavel-icon — [433, 40, 455, 52]
article-text — [604, 1547, 716, 1659]
paragraph: بھارت کی جانب سے جارحیت کے بعد پاکستان کی مسلح افواج نے بھرپور جواب دیا اور دشمن کے عزائم کو ناکام بنا دیا۔ وزیراعظم نے قوم سے خطاب میں کہا کہ پاکستان امن چاہتا ہے لیکن اپنی خودمختاری پر کوئی سمجھوتہ نہیں کرے گا۔ عوام نے افواج پاکستان سے بھرپور یکجہتی کا اظہار کیا اور ملک بھر میں ریلیاں نکالی گئیں۔ ماہرین کا کہنا ہے کہ خطے میں کشیدگی کم کرنے کے لیے عالمی برادری کو کردار ادا کرنا ہوگا۔ — [604, 171, 716, 325]
section-number: نمبر 18 — [677, 1526, 715, 1543]
paragraph: عدالت عالیہ سندھ کراچی میں درخواست دائر کی گئی ہے کہ سائل کی جانب سے مقدمہ نمبر 2025 سماعت کے لیے مقرر کیا گیا ہے تمام متعلقہ فریقین کو اطلاع دی جاتی ہے کہ وہ مقررہ تاریخ پر صبح 8:30 بجے عدالت میں حاضر ہوں بصورت دیگر یکطرفہ کارروائی عمل میں لائی جائے گی۔ بحکم عدالت مورخہ 14-05-2025 سینئر سول جج کراچی شرقی۔ — [126, 783, 237, 916]
section-header — [604, 328, 716, 347]
article-text — [725, 326, 835, 479]
section-header — [604, 622, 716, 641]
section-number: نمبر 7 — [796, 1095, 834, 1112]
classified-ad-info: اشتہارات کی بکنگ کے لیے رابطہ کریں — [250, 116, 348, 136]
news-column-2 — [601, 33, 719, 1839]
article-text — [362, 463, 474, 585]
paragraph: عدالت عالیہ سندھ کراچی میں درخواست دائر کی گئی ہے کہ سائل کی جانب سے مقدمہ نمبر 2025 سماعت کے لیے مقرر کیا گیا ہے تمام متعلقہ فریقین کو اطلاع دی جاتی ہے کہ وہ مقررہ تاریخ پر صبح 8:30 بجے عدالت میں حاضر ہوں بصورت دیگر یکطرفہ کارروائی عمل میں لائی جائے گی۔ بحکم عدالت مورخہ 14-05-2025 سینئر سول جج کراچی شرقی۔ — [245, 1505, 354, 1639]
article-text — [483, 33, 595, 186]
section-title: عالمی خبریں — [726, 599, 796, 616]
notice-code: STF — [362, 587, 376, 595]
article-text — [604, 33, 716, 145]
gavel-icon — [314, 184, 336, 196]
court-notice-header — [245, 179, 353, 201]
section-number: نمبر 22 — [556, 1398, 594, 1415]
notice-code: Crown-16 — [5, 1394, 37, 1402]
notice-code: STF — [362, 318, 376, 326]
article-text — [245, 638, 353, 771]
paragraph: عدالت عالیہ سندھ کراچی میں درخواست دائر کی گئی ہے کہ سائل کی جانب سے مقدمہ نمبر 2025 سماعت کے لیے مقرر کیا گیا ہے تمام متعلقہ فریقین کو اطلاع دی جاتی ہے کہ وہ مقررہ تاریخ پر صبح 8:30 بجے عدالت میں حاضر ہوں بصورت دیگر یکطرفہ کارروائی عمل میں لائی جائے گی۔ بحکم عدالت مورخہ 14-05-2025 سینئر سول جج کراچی شرقی۔ — [126, 1361, 237, 1495]
notice-code: Best-43 — [126, 1207, 152, 1215]
article-text — [844, 59, 955, 212]
article-text — [5, 1136, 117, 1258]
article-text — [844, 817, 955, 929]
notice-code: Crown-3 — [245, 1351, 273, 1359]
court-notice-header — [5, 35, 117, 57]
paragraph: عدالت عالیہ سندھ کراچی میں درخواست دائر کی گئی ہے کہ سائل کی جانب سے مقدمہ نمبر 2025 سماعت کے لیے مقرر کیا گیا ہے تمام متعلقہ فریقین کو اطلاع دی جاتی ہے کہ وہ مقررہ تاریخ پر صبح 8:30 بجے عدالت میں حاضر ہوں بصورت دیگر یکطرفہ کارروائی عمل میں لائی جائے گی۔ بحکم عدالت مورخہ 14-05-2025 سینئر سول جج کراچی شرقی۔ — [5, 463, 118, 586]
classified-ad-rate: شرح ١٠٠ روپے فی سطر — [249, 87, 349, 113]
article-text — [483, 808, 595, 961]
news-column-4 — [841, 33, 958, 1768]
notice-code: Best-39 — [126, 917, 152, 925]
notice-code: STF — [362, 722, 376, 730]
section-header — [725, 1232, 835, 1251]
article-text — [5, 329, 117, 451]
article-text — [604, 1368, 716, 1521]
section-number: نمبر 14 — [677, 623, 715, 640]
section-header — [483, 1576, 595, 1595]
paragraph: عدالت عالیہ سندھ کراچی میں درخواست دائر کی گئی ہے کہ سائل کی جانب سے مقدمہ نمبر 2025 سماعت کے لیے مقرر کیا گیا ہے تمام متعلقہ فریقین کو اطلاع دی جاتی ہے کہ وہ مقررہ تاریخ پر صبح 8:30 بجے عدالت میں حاضر ہوں بصورت دیگر یکطرفہ کارروائی عمل میں لائی جائے گی۔ بحکم عدالت مورخہ 14-05-2025 سینئر سول جج کراچی شرقی۔ — [362, 60, 475, 183]
section-number: نمبر 11 — [916, 1090, 954, 1107]
paragraph: عدالت عالیہ سندھ کراچی میں درخواست دائر کی گئی ہے کہ سائل کی جانب سے مقدمہ نمبر 2025 سماعت کے لیے مقرر کیا گیا ہے تمام متعلقہ فریقین کو اطلاع دی جاتی ہے کہ وہ مقررہ تاریخ پر صبح 8:30 بجے عدالت میں حاضر ہوں بصورت دیگر یکطرفہ کارروائی عمل میں لائی جائے گی۔ بحکم عدالت مورخہ 14-05-2025 سینئر سول جج کراچی شرقی۔ — [5, 732, 118, 855]
section-header — [604, 1525, 716, 1544]
article-text — [604, 937, 716, 1049]
notice-code: Best-40 — [245, 483, 271, 491]
paragraph: بھارت کی جانب سے جارحیت کے بعد پاکستان کی مسلح افواج نے بھرپور جواب دیا اور دشمن کے عزائم کو ناکام بنا دیا۔ وزیراعظم نے قوم سے خطاب میں کہا کہ پاکستان امن چاہتا ہے لیکن اپنی خودمختاری پر کوئی سمجھوتہ نہیں کرے گا۔ عوام نے افواج پاکستان سے بھرپور یکجہتی کا اظہار کیا اور ملک بھر میں ریلیاں نکالی گئیں۔ ماہرین کا کہنا ہے کہ خطے میں کشیدگی کم کرنے کے لیے عالمی برادری کو کردار ادا کرنا ہوگا۔ — [725, 1571, 835, 1725]
notice-code: AHA — [362, 184, 378, 192]
article-text — [604, 1075, 716, 1228]
section-header — [604, 1664, 716, 1683]
section-number: نمبر 24 — [556, 1715, 594, 1732]
section-title: تجارت — [726, 916, 796, 933]
paragraph: عدالت عالیہ سندھ کراچی میں درخواست دائر کی گئی ہے کہ سائل کی جانب سے مقدمہ نمبر 2025 سماعت کے لیے مقرر کیا گیا ہے تمام متعلقہ فریقین کو اطلاع دی جاتی ہے کہ وہ مقررہ تاریخ پر صبح 8:30 بجے عدالت میں حاضر ہوں بصورت دیگر یکطرفہ کارروائی عمل میں لائی جائے گی۔ بحکم عدالت مورخہ 14-05-2025 سینئر سول جج کراچی شرقی۔ — [362, 463, 475, 586]
paragraph: بھارت کی جانب سے جارحیت کے بعد پاکستان کی مسلح افواج نے بھرپور جواب دیا اور دشمن کے عزائم کو ناکام بنا دیا۔ وزیراعظم نے قوم سے خطاب میں کہا کہ پاکستان امن چاہتا ہے لیکن اپنی خودمختاری پر کوئی سمجھوتہ نہیں کرے گا۔ عوام نے افواج پاکستان سے بھرپور یکجہتی کا اظہار کیا اور ملک بھر میں ریلیاں نکالی گئیں۔ ماہرین کا کہنا ہے کہ خطے میں کشیدگی کم کرنے کے لیے عالمی برادری کو کردار ادا کرنا ہوگا۔ — [844, 931, 955, 1085]
section-title: عدالت — [726, 1233, 796, 1250]
notice-code: Best-37 — [245, 917, 271, 925]
notice-code: Best-38 — [126, 483, 152, 491]
paragraph: عدالت عالیہ سندھ کراچی میں درخواست دائر کی گئی ہے کہ سائل کی جانب سے مقدمہ نمبر 2025 سماعت کے لیے مقرر کیا گیا ہے تمام متعلقہ فریقین کو اطلاع دی جاتی ہے کہ وہ مقررہ تاریخ پر صبح 8:30 بجے عدالت میں حاضر ہوں بصورت دیگر یکطرفہ کارروائی عمل میں لائی جائے گی۔ بحکم عدالت مورخہ 14-05-2025 سینئر سول جج کراچی شرقی۔ — [126, 60, 237, 193]
article-text — [362, 194, 474, 316]
article-text — [483, 1102, 595, 1255]
masthead-urdu: روزنامہ امت ۱۵ مئی ۲۰۲۵ ⑤ — [785, 3, 954, 17]
paragraph: عدالت عالیہ سندھ کراچی میں درخواست دائر کی گئی ہے کہ سائل کی جانب سے مقدمہ نمبر 2025 سماعت کے لیے مقرر کیا گیا ہے تمام متعلقہ فریقین کو اطلاع دی جاتی ہے کہ وہ مقررہ تاریخ پر صبح 8:30 بجے عدالت میں حاضر ہوں بصورت دیگر یکطرفہ کارروائی عمل میں لائی جائے گی۔ بحکم عدالت مورخہ 14-05-2025 سینئر سول جج کراچی شرقی۔ — [126, 493, 237, 627]
paragraph: عدالت عالیہ سندھ کراچی میں درخواست دائر کی گئی ہے کہ سائل کی جانب سے مقدمہ نمبر 2025 سماعت کے لیے مقرر کیا گیا ہے تمام متعلقہ فریقین کو اطلاع دی جاتی ہے کہ وہ مقررہ تاریخ پر صبح 8:30 بجے عدالت میں حاضر ہوں بصورت دیگر یکطرفہ کارروائی عمل میں لائی جائے گی۔ بحکم عدالت مورخہ 14-05-2025 سینئر سول جج کراچی شرقی۔ — [362, 1269, 475, 1393]
paragraph: عدالت عالیہ سندھ کراچی میں درخواست دائر کی گئی ہے کہ سائل کی جانب سے مقدمہ نمبر 2025 سماعت کے لیے مقرر کیا گیا ہے تمام متعلقہ فریقین کو اطلاع دی جاتی ہے کہ وہ مقررہ تاریخ پر صبح 8:30 بجے عدالت میں حاضر ہوں بصورت دیگر یکطرفہ کارروائی عمل میں لائی جائے گی۔ بحکم عدالت مورخہ 14-05-2025 سینئر سول جج کراچی شرقی۔ — [362, 1001, 475, 1124]
article-text — [126, 1362, 236, 1495]
paragraph: عدالت عالیہ سندھ کراچی میں درخواست دائر کی گئی ہے کہ سائل کی جانب سے مقدمہ نمبر 2025 سماعت کے لیے مقرر کیا گیا ہے تمام متعلقہ فریقین کو اطلاع دی جاتی ہے کہ وہ مقررہ تاریخ پر صبح 8:30 بجے عدالت میں حاضر ہوں بصورت دیگر یکطرفہ کارروائی عمل میں لائی جائے گی۔ بحکم عدالت مورخہ 14-05-2025 سینئر سول جج کراچی شرقی۔ — [245, 927, 354, 1060]
notice-code: Crown-10 — [5, 587, 37, 595]
section-title: قومی سلامتی — [845, 641, 916, 658]
article-text — [604, 782, 716, 935]
section-header — [483, 1714, 595, 1733]
article-text — [483, 343, 595, 496]
article-text — [5, 598, 117, 720]
paragraph: شہر میں پانی کی قلت کے باعث شہری شدید مشکلات کا شکار ہیں متعلقہ ادارے نے فوری طور پر مسئلہ حل کرنے کی یقین دہانی کرائی ہے۔ اجلاس میں فیصلہ کیا گیا کہ ترقیاتی منصوبوں کو مقررہ مدت میں مکمل کیا جائے گا اور عوام کو ریلیف فراہم کیا جائے گا۔ اس موقع پر افسران نے تفصیلی بریفنگ دی۔ — [844, 817, 955, 930]
section-header — [725, 777, 835, 796]
section-header — [725, 598, 835, 617]
section-title: ملاقات — [484, 1398, 556, 1415]
article-text — [725, 1433, 835, 1545]
article-text — [725, 1116, 835, 1228]
section-header — [604, 1053, 716, 1072]
notice-code: Best-40 — [126, 628, 152, 636]
paragraph: شہر میں پانی کی قلت کے باعث شہری شدید مشکلات کا شکار ہیں متعلقہ ادارے نے فوری طور پر مسئلہ حل کرنے کی یقین دہانی کرائی ہے۔ اجلاس میں فیصلہ کیا گیا کہ ترقیاتی منصوبوں کو مقررہ مدت میں مکمل کیا جائے گا اور عوام کو ریلیف فراہم کیا جائے گا۔ اس موقع پر افسران نے تفصیلی بریفنگ دی۔ — [844, 1110, 955, 1223]
article-text — [604, 465, 716, 618]
article-text — [5, 1270, 117, 1392]
section-number: نمبر 16 — [677, 1054, 715, 1071]
notice-code: Crown-9 — [245, 1785, 273, 1793]
